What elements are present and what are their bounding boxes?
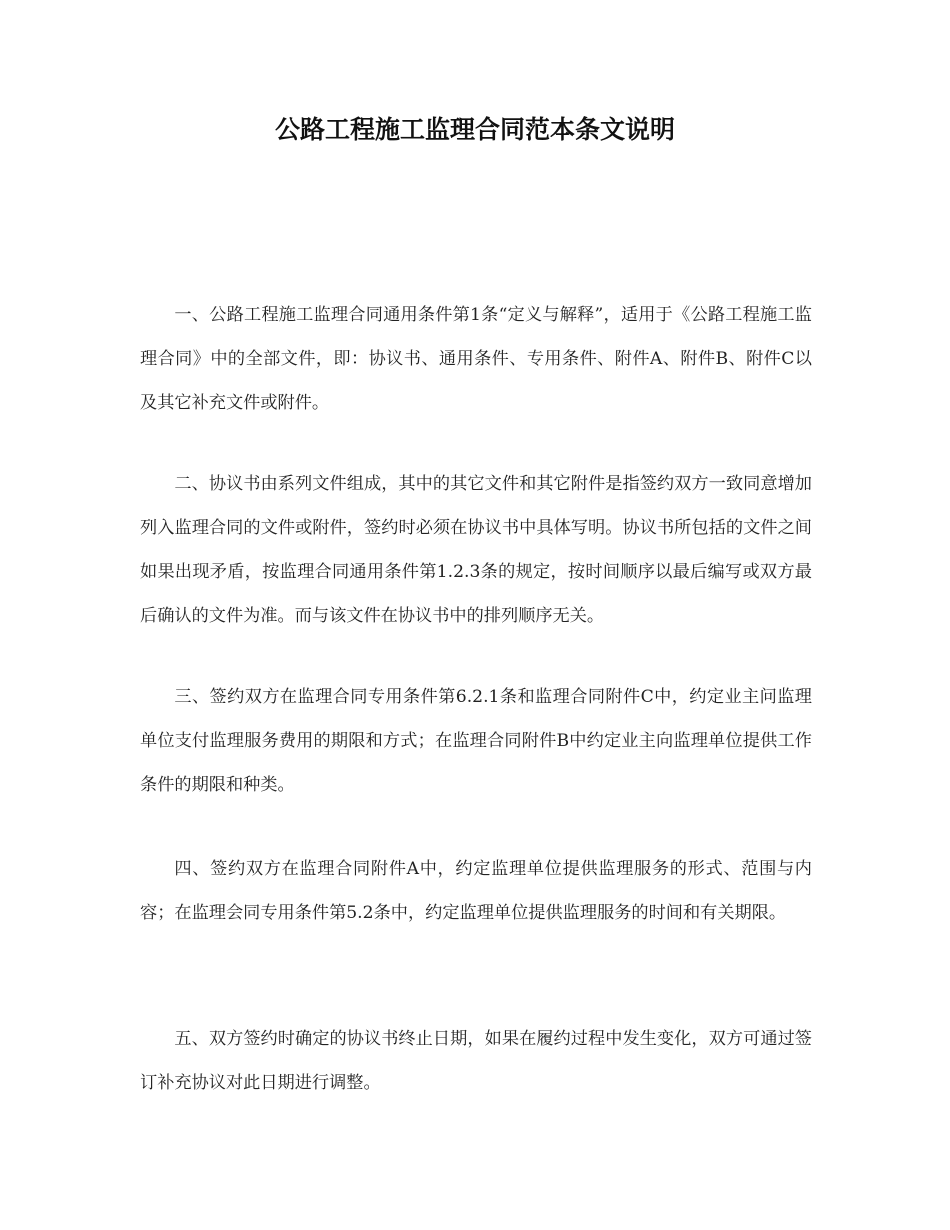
clause-paragraph-4: 四、签约双方在监理合同附件A中，约定监理单位提供监理服务的形式、范围与内容；在监理会同专用条件第5.2条中，约定监理单位提供监理服务的时间和有关期限。 — [140, 859, 812, 923]
document-title: 公路工程施工监理合同范本条文说明 — [274, 115, 675, 144]
clause-paragraph-3: 三、签约双方在监理合同专用条件第6.2.1条和监理合同附件C中，约定业主问监理单位支付监理服务费用的期限和方式；在监理合同附件B中约定业主向监理单位提供工作条件的期限和种类。 — [140, 687, 812, 795]
clause-paragraph-5: 五、双方签约时确定的协议书终止日期，如果在履约过程中发生变化，双方可通过签订补充协议对此日期进行调整。 — [140, 1029, 812, 1093]
clause-paragraph-1: 一、公路工程施工监理合同通用条件第1条“定义与解释”，适用于《公路工程施工监理合同》中的全部文件，即：协议书、通用条件、专用条件、附件A、附件B、附件C以及其它补充文件或附件。 — [140, 305, 812, 413]
clause-paragraph-2: 二、协议书由系列文件组成，其中的其它文件和其它附件是指签约双方一致同意增加列入监理合同的文件或附件，签约时必须在协议书中具体写明。协议书所包括的文件之间如果出现矛盾，按监理合同通用条件第1.2.3条的规定，按时间顺序以最后编写或双方最后确认的文件为准。而与该文件在协议书中的排列顺序无关。 — [140, 474, 812, 626]
